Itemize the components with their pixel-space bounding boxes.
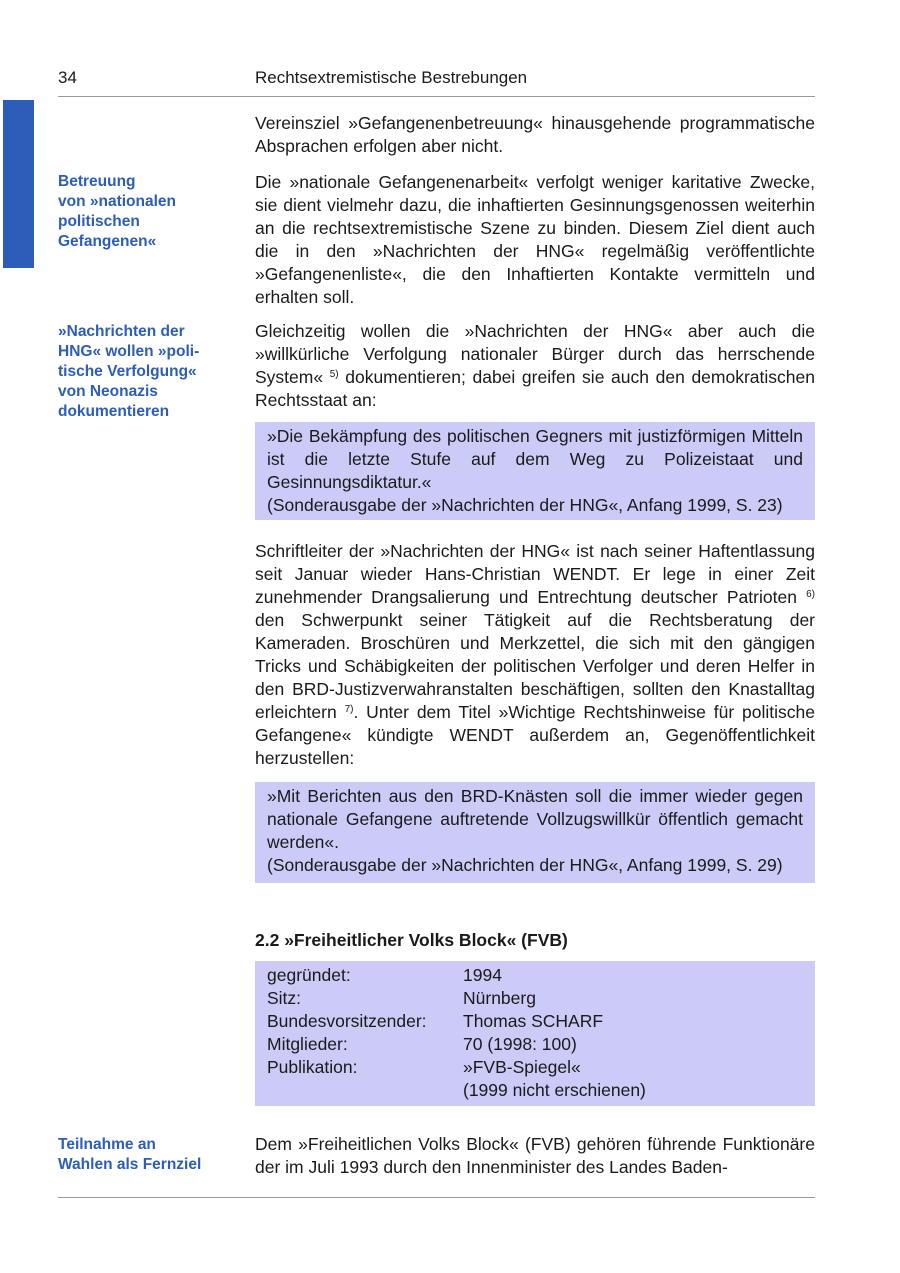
paragraph-2: Die »nationale Gefangenenarbeit« verfolgt weniger karitative Zwecke, sie dient vielmehr dazu, die inhaftierten Gesinnungsgenossen weiterhin an die rechtsextremistische Szene zu binden. Diesem Ziel dient auch die in den »Nachrichten der HNG« regelmäßig veröffentlichte »Gefangenenliste«, die den Inhaftierten Kontakte vermitteln und erhalten soll. [255, 172, 815, 307]
paragraph-4-text: . Unter dem Titel »Wichtige Rechtshinweise für politische Gefangene« kündigte WENDT außerdem an, Gegenöffentlichkeit herzustellen: [255, 702, 815, 768]
fact-value: 1994 [463, 965, 502, 985]
header-rule [58, 96, 815, 97]
fact-box [255, 961, 815, 1106]
margin-note-line: Teilnahme an [58, 1136, 156, 1153]
fact-value: (1999 nicht erschienen) [463, 1080, 646, 1100]
fact-row [267, 1056, 646, 1079]
quote-box-2 [255, 782, 815, 883]
margin-note-line: von Neonazis [58, 383, 158, 400]
fact-row [267, 964, 646, 987]
fact-row [267, 1010, 646, 1033]
paragraph-3-text: Gleichzeitig wollen die »Nachrichten der HNG« aber auch die »willkürliche Verfolgung nationaler Bürger durch das herrschende System« [255, 321, 815, 387]
quote-source: (Sonderausgabe der »Nachrichten der HNG«, Anfang 1999, S. 29) [267, 855, 783, 875]
paragraph-4-text: Schriftleiter der »Nachrichten der HNG« ist nach seiner Haftentlassung seit Januar wieder Hans-Christian WENDT. Er lege in einer Zeit zunehmender Drangsalierung und Entrechtung deutscher Patrioten [255, 541, 815, 607]
paragraph-1: Vereinsziel »Gefangenenbetreuung« hinausgehende programmatische Absprachen erfolgen aber nicht. [255, 113, 815, 156]
quote-box-1 [255, 422, 815, 520]
fact-label: Mitglieder: [267, 1034, 348, 1054]
fact-label: gegründet: [267, 965, 351, 985]
fact-table [267, 964, 646, 1102]
paragraph-5: Dem »Freiheitlichen Volks Block« (FVB) gehören führende Funktionäre der im Juli 1993 durch den Innenminister des Landes Baden- [255, 1134, 815, 1177]
margin-note-line: »Nachrichten der [58, 323, 185, 340]
margin-note-line: politischen [58, 213, 140, 230]
quote-text: »Die Bekämpfung des politischen Gegners mit justizförmigen Mitteln ist die letzte Stufe auf dem Weg zu Polizeistaat und Gesinnungsdiktatur.« [267, 426, 803, 492]
fact-row [267, 1033, 646, 1056]
footnote-ref: 7) [344, 704, 354, 715]
fact-value: Nürnberg [463, 988, 536, 1008]
paragraph-4 [255, 540, 815, 770]
paragraph-3 [255, 320, 815, 412]
footnote-ref: 5) [329, 369, 339, 380]
paragraph-3-text: dokumentieren; dabei greifen sie auch den demokratischen Rechtsstaat an: [255, 367, 815, 410]
fact-label: Sitz: [267, 988, 302, 1008]
margin-note-line: Gefangenen« [58, 233, 157, 250]
fact-row [267, 987, 646, 1010]
margin-note-line: HNG« wollen »poli- [58, 343, 200, 360]
margin-note-line: tische Verfolgung« [58, 363, 197, 380]
footer-rule [58, 1197, 815, 1198]
fact-label [267, 1079, 463, 1102]
margin-note-nachrichten-hng [58, 322, 238, 422]
running-title: Rechtsextremistische Bestrebungen [255, 68, 528, 87]
paragraph-4-text: den Schwerpunkt seiner Tätigkeit auf die Rechtsberatung der Kameraden. Broschüren und Merkzettel, die sich mit den gängigen Tricks und Schäbigkeiten der politischen Verfolger und deren Helfer in den BRD-Justizverwahranstalten beschäftigen, sollten den Knastalltag erleichtern [255, 610, 815, 722]
fact-row [267, 1079, 646, 1102]
quote-text: »Mit Berichten aus den BRD-Knästen soll die immer wieder gegen nationale Gefangene auftretende Vollzugswillkür öffentlich gemacht werden«. [267, 786, 803, 852]
margin-note-wahlen [58, 1135, 238, 1175]
margin-note-gefangenenbetreuung [58, 172, 238, 252]
fact-value: »FVB-Spiegel« [463, 1057, 581, 1077]
chapter-edge-marker [3, 100, 34, 268]
margin-note-line: Wahlen als Fernziel [58, 1156, 202, 1173]
margin-note-line: dokumentieren [58, 403, 170, 420]
fact-label: Bundesvorsitzender: [267, 1011, 427, 1031]
quote-source: (Sonderausgabe der »Nachrichten der HNG«, Anfang 1999, S. 23) [267, 495, 783, 515]
fact-value: 70 (1998: 100) [463, 1034, 577, 1054]
fact-label: Publikation: [267, 1057, 358, 1077]
fact-value: Thomas SCHARF [463, 1011, 604, 1031]
footnote-ref: 6) [806, 589, 815, 600]
page-number: 34 [58, 68, 77, 87]
margin-note-line: von »nationalen [58, 193, 176, 210]
margin-note-line: Betreuung [58, 173, 136, 190]
section-heading: 2.2 »Freiheitlicher Volks Block« (FVB) [255, 930, 568, 950]
